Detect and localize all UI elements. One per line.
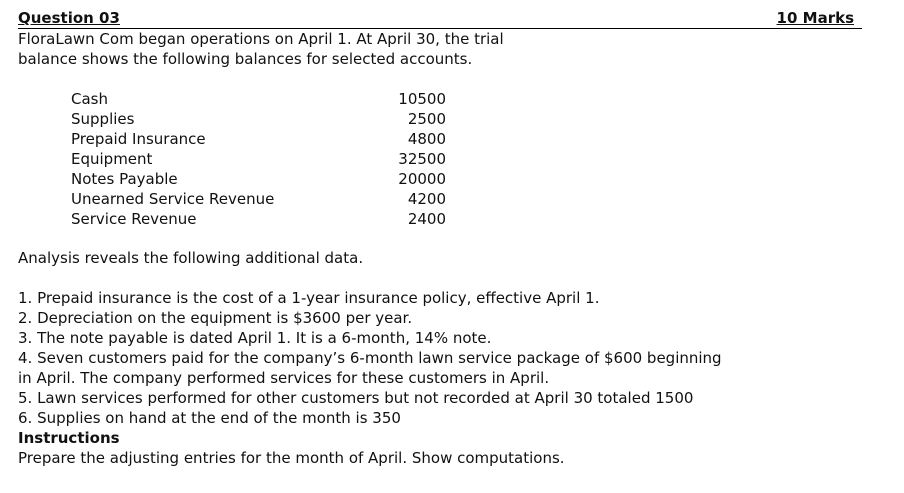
account-value: 20000 (398, 170, 446, 188)
list-item: 5. Lawn services performed for other customers but not recorded at April 30 totaled 1500 (18, 389, 694, 407)
list-item: 6. Supplies on hand at the end of the month is 350 (18, 409, 401, 427)
account-value: 2500 (407, 110, 446, 128)
account-row (71, 169, 446, 189)
account-name: Prepaid Insurance (71, 130, 206, 148)
account-value: 4800 (407, 130, 446, 148)
question-title: Question 03 (18, 9, 120, 27)
account-row (71, 89, 446, 109)
intro-line: FloraLawn Com began operations on April 1. At April 30, the trial (18, 30, 504, 48)
intro-line: balance shows the following balances for selected accounts. (18, 50, 473, 68)
list-item: 1. Prepaid insurance is the cost of a 1-year insurance policy, effective April 1. (18, 289, 600, 307)
instructions-heading: Instructions (18, 429, 120, 447)
account-row (71, 189, 446, 209)
list-item: 3. The note payable is dated April 1. It is a 6-month, 14% note. (18, 329, 492, 347)
account-name: Unearned Service Revenue (71, 190, 275, 208)
account-value: 10500 (398, 90, 446, 108)
question-header (18, 9, 862, 29)
list-item: in April. The company performed services for these customers in April. (18, 369, 550, 387)
instructions-text: Prepare the adjusting entries for the month of April. Show computations. (18, 449, 565, 467)
list-item: 4. Seven customers paid for the company’s 6-month lawn service package of $600 beginning (18, 349, 722, 367)
account-value: 2400 (407, 210, 446, 228)
account-name: Supplies (71, 110, 135, 128)
account-value: 32500 (398, 150, 446, 168)
account-row (71, 109, 446, 129)
list-item: 2. Depreciation on the equipment is $3600 per year. (18, 309, 413, 327)
account-row (71, 209, 446, 229)
account-row (71, 129, 446, 149)
account-row (71, 149, 446, 169)
intro-paragraph (18, 29, 538, 69)
account-value: 4200 (407, 190, 446, 208)
account-name: Notes Payable (71, 170, 178, 188)
analysis-text: Analysis reveals the following additional data. (18, 249, 364, 267)
account-name: Service Revenue (71, 210, 197, 228)
additional-data-list (18, 288, 722, 468)
account-name: Equipment (71, 150, 153, 168)
account-name: Cash (71, 90, 108, 108)
account-balances-table (71, 89, 446, 229)
marks-label: 10 Marks (776, 9, 854, 27)
